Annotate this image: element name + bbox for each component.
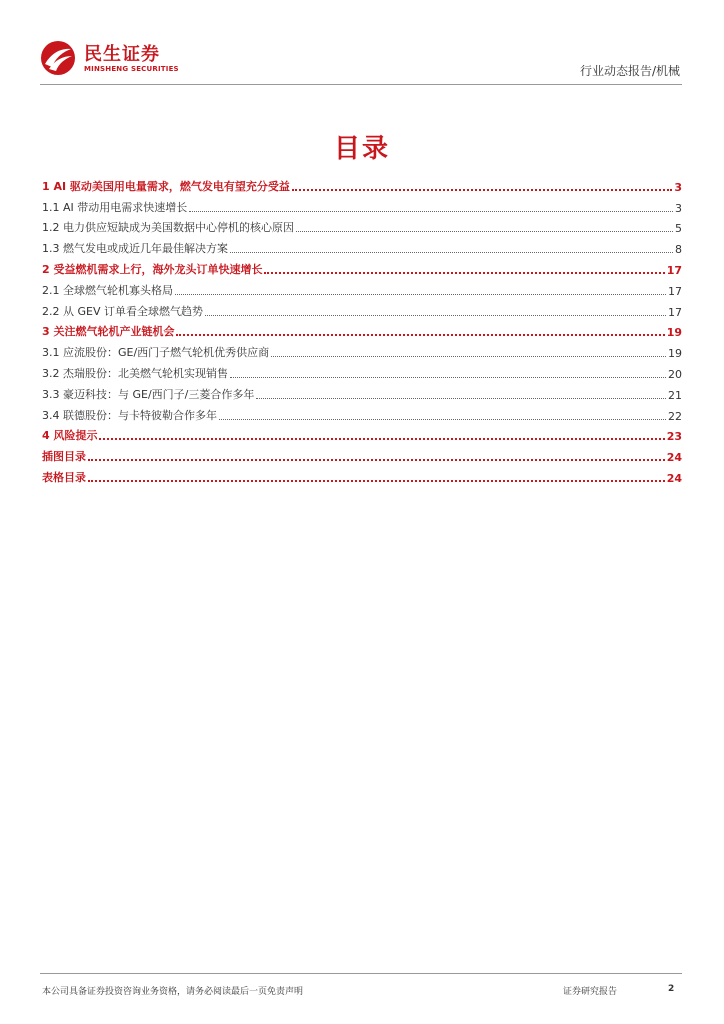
- toc-leader-dots: [99, 438, 664, 440]
- toc-entry-page: 19: [668, 347, 682, 361]
- toc-entry[interactable]: [42, 194, 682, 215]
- toc-entry-title: 插图目录: [42, 450, 86, 464]
- toc-leader-dots: [264, 272, 664, 274]
- toc-entry-page: 8: [675, 243, 682, 257]
- toc-entry-page: 22: [668, 409, 682, 423]
- toc-entry[interactable]: [42, 464, 682, 485]
- toc-leader-dots: [205, 315, 666, 316]
- toc-entry-title: 3 关注燃气轮机产业链机会: [42, 325, 175, 339]
- toc-entry-title: 3.3 豪迈科技：与 GE/西门子/三菱合作多年: [42, 387, 255, 401]
- toc-entry[interactable]: [42, 256, 682, 277]
- toc-entry-page: 17: [666, 263, 682, 277]
- toc-leader-dots: [189, 211, 673, 212]
- toc-entry[interactable]: [42, 319, 682, 340]
- toc-entry-title: 表格目录: [42, 470, 86, 484]
- toc-leader-dots: [230, 377, 666, 378]
- toc-leader-dots: [296, 231, 673, 232]
- toc-leader-dots: [230, 252, 673, 253]
- toc-entry-title: 1.2 电力供应短缺成为美国数据中心停机的核心原因: [42, 221, 294, 235]
- logo-english-name: MINSHENG SECURITIES: [84, 65, 179, 73]
- toc-entry-title: 1.1 AI 带动用电需求快速增长: [42, 200, 188, 214]
- toc-leader-dots: [292, 189, 672, 191]
- toc-entry-title: 3.2 杰瑞股份：北美燃气轮机实现销售: [42, 366, 228, 380]
- toc-entry-page: 17: [668, 284, 682, 298]
- toc-entry[interactable]: [42, 215, 682, 236]
- toc-entry-page: 24: [666, 451, 682, 465]
- toc-entry-title: 3.1 应流股份：GE/西门子燃气轮机优秀供应商: [42, 346, 270, 360]
- toc-entry[interactable]: [42, 339, 682, 360]
- toc-entry[interactable]: [42, 381, 682, 402]
- toc-leader-dots: [271, 356, 666, 357]
- report-type-label: 行业动态报告/机械: [579, 64, 680, 78]
- page-header: [40, 38, 682, 84]
- toc-leader-dots: [219, 419, 666, 420]
- toc-entry-page: 19: [666, 326, 682, 340]
- toc-entry-title: 3.4 联德股份：与卡特彼勒合作多年: [42, 408, 217, 422]
- footer-disclaimer: 本公司具备证券投资咨询业务资格，请务必阅读最后一页免责声明: [42, 987, 304, 997]
- header-divider: [40, 84, 682, 85]
- toc-entry[interactable]: [42, 360, 682, 381]
- toc-leader-dots: [88, 480, 665, 482]
- toc-entry-page: 20: [668, 367, 682, 381]
- logo-chinese-name: 民生证券: [84, 44, 160, 65]
- toc-entry-page: 3: [674, 180, 682, 194]
- toc-leader-dots: [88, 459, 665, 461]
- page-title: 目录: [333, 134, 390, 164]
- toc-entry-page: 23: [666, 430, 682, 444]
- footer-divider: [40, 973, 682, 974]
- toc-entry[interactable]: [42, 423, 682, 444]
- toc-entry[interactable]: [42, 277, 682, 298]
- toc-entry[interactable]: [42, 173, 682, 194]
- footer-doc-type: 证券研究报告: [563, 987, 618, 997]
- toc-entry-page: 21: [668, 388, 682, 402]
- toc-leader-dots: [256, 398, 666, 399]
- toc-entry-page: 17: [668, 305, 682, 319]
- toc-leader-dots: [175, 294, 666, 295]
- toc-entry-title: 1.3 燃气发电或成近几年最佳解决方案: [42, 242, 228, 256]
- toc-leader-dots: [176, 334, 664, 336]
- toc-entry-title: 1 AI 驱动美国用电量需求，燃气发电有望充分受益: [42, 179, 290, 193]
- toc-entry-title: 2.1 全球燃气轮机寡头格局: [42, 283, 173, 297]
- toc-entry-title: 4 风险提示: [42, 429, 98, 443]
- toc-entry-title: 2 受益燃机需求上行，海外龙头订单快速增长: [42, 262, 263, 276]
- toc-entry-page: 24: [666, 471, 682, 485]
- company-logo: [40, 38, 180, 78]
- toc-entry-page: 5: [675, 222, 682, 236]
- minsheng-logo-icon: [40, 40, 76, 76]
- toc-entry[interactable]: [42, 443, 682, 464]
- table-of-contents: [42, 173, 682, 485]
- toc-entry[interactable]: [42, 402, 682, 423]
- toc-entry-page: 3: [675, 201, 682, 215]
- page-number: 2: [668, 984, 675, 994]
- toc-entry[interactable]: [42, 235, 682, 256]
- toc-entry[interactable]: [42, 298, 682, 319]
- toc-entry-title: 2.2 从 GEV 订单看全球燃气趋势: [42, 304, 203, 318]
